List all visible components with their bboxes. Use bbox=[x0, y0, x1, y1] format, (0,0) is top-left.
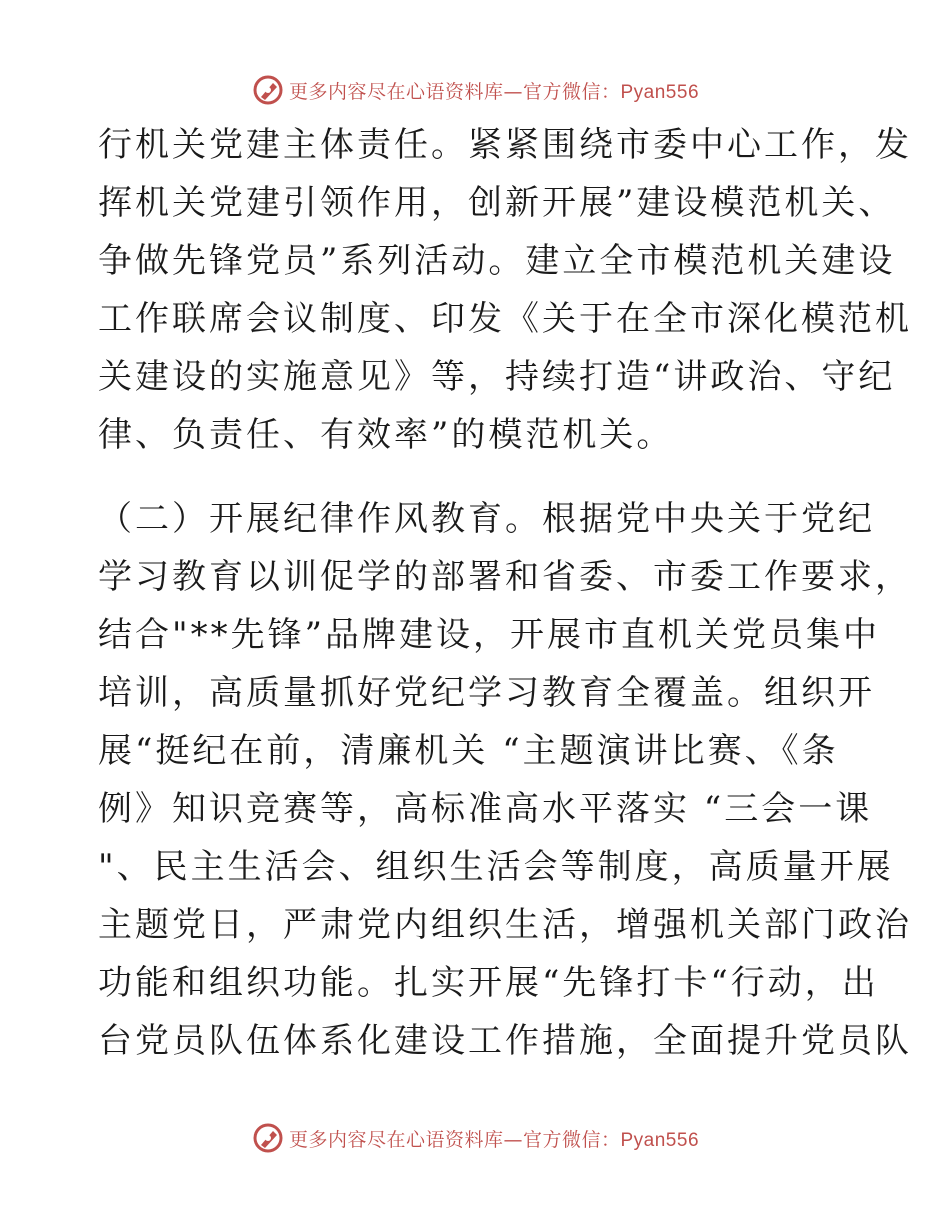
text-line: （二）开展纪律作风教育。根据党中央关于党纪 bbox=[98, 499, 875, 539]
text-line: 工作联席会议制度、印发《关于在全市深化模范机 bbox=[98, 299, 912, 339]
header-separator: — bbox=[503, 80, 523, 103]
paragraph-1 bbox=[98, 116, 912, 464]
text-line: 学习教育以训促学的部署和省委、市委工作要求， bbox=[98, 557, 912, 597]
text-line: 行机关党建主体责任。紧紧围绕市委中心工作，发 bbox=[98, 125, 912, 165]
footer-banner bbox=[0, 1118, 950, 1158]
footer-wechat-label: 官方微信： bbox=[522, 1128, 621, 1151]
text-line: 挥机关党建引领作用，创新开展”建设模范机关、 bbox=[98, 183, 896, 223]
text-line: 结合"**先锋”品牌建设，开展市直机关党员集中 bbox=[98, 615, 881, 655]
text-line: 台党员队伍体系化建设工作措施，全面提升党员队 bbox=[98, 1021, 912, 1061]
paragraph-2 bbox=[98, 490, 912, 1070]
brand-logo-icon bbox=[251, 73, 285, 107]
header-banner-text bbox=[289, 77, 699, 104]
footer-library-text: 更多内容尽在心语资料库 bbox=[288, 1128, 504, 1151]
text-line: 关建设的实施意见》等，持续打造“讲政治、守纪 bbox=[98, 357, 896, 397]
text-line: "、民主生活会、组织生活会等制度，高质量开展 bbox=[98, 847, 894, 887]
footer-separator: — bbox=[503, 1128, 523, 1151]
text-line: 主题党日，严肃党内组织生活，增强机关部门政治 bbox=[98, 905, 912, 945]
footer-wechat-id: Pyan556 bbox=[620, 1129, 700, 1151]
document-body bbox=[98, 116, 912, 1070]
header-wechat-id: Pyan556 bbox=[620, 81, 700, 103]
footer-banner-text bbox=[289, 1125, 699, 1152]
paragraph-gap bbox=[98, 464, 858, 490]
header-banner bbox=[0, 70, 950, 110]
text-line: 争做先锋党员”系列活动。建立全市模范机关建设 bbox=[98, 241, 896, 281]
header-wechat-label: 官方微信： bbox=[522, 80, 621, 103]
text-line: 功能和组织功能。扎实开展“先锋打卡“行动，出 bbox=[98, 963, 879, 1003]
text-line: 展“挺纪在前，清廉机关 “主题演讲比赛、《条 bbox=[98, 731, 839, 771]
text-line: 例》知识竞赛等，高标准高水平落实 “三会一课 bbox=[98, 789, 873, 829]
brand-logo-icon bbox=[251, 1121, 285, 1155]
text-line: 培训，高质量抓好党纪学习教育全覆盖。组织开 bbox=[98, 673, 875, 713]
header-library-text: 更多内容尽在心语资料库 bbox=[288, 80, 504, 103]
text-line: 律、负责任、有效率”的模范机关。 bbox=[98, 415, 674, 455]
